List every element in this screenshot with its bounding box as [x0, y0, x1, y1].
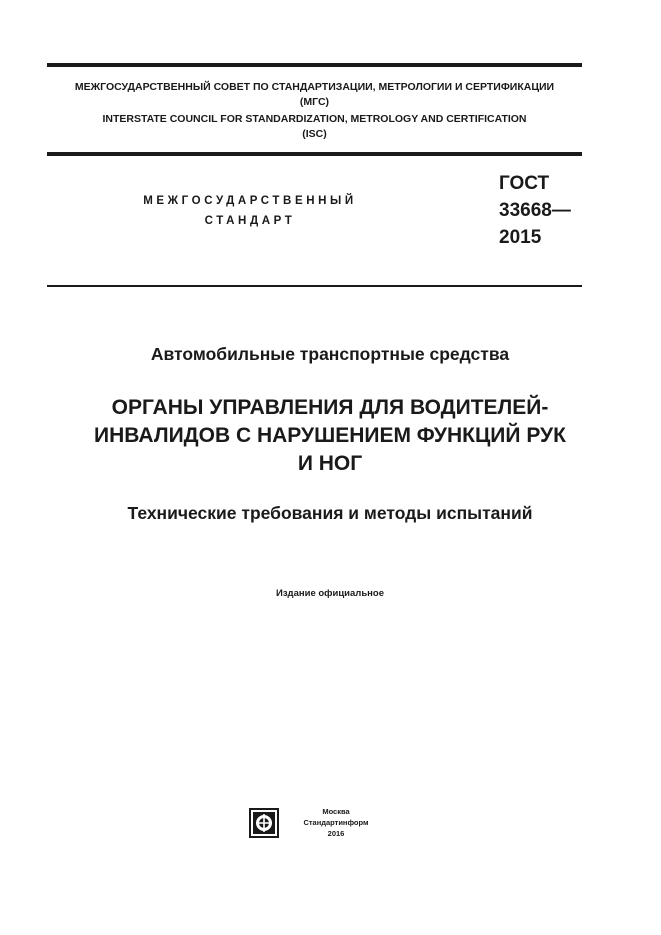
publisher-name: Стандартинформ — [303, 818, 369, 827]
document-subtitle: Автомобильные транспортные средства — [150, 344, 510, 364]
bottom-rule — [47, 285, 582, 287]
standard-label-line1: МЕЖГОСУДАРСТВЕННЫЙ — [143, 195, 357, 207]
council-ru-line2: (МГС) — [299, 96, 330, 108]
standard-label-line2: СТАНДАРТ — [204, 215, 296, 227]
council-name-en — [47, 112, 582, 142]
publisher-year: 2016 — [327, 829, 345, 838]
gost-line1: ГОСТ — [499, 173, 550, 194]
standard-label — [100, 191, 400, 231]
gost-line2: 33668— — [499, 200, 571, 221]
title-line1: ОРГАНЫ УПРАВЛЕНИЯ ДЛЯ ВОДИТЕЛЕЙ- — [111, 396, 549, 419]
council-en-line2: (ISC) — [302, 128, 327, 140]
publisher-block — [286, 806, 386, 839]
title-line3: И НОГ — [297, 452, 363, 475]
middle-rule — [47, 152, 582, 156]
document-subtitle-2: Технические требования и методы испытаний — [127, 503, 533, 523]
council-ru-line1: МЕЖГОСУДАРСТВЕННЫЙ СОВЕТ ПО СТАНДАРТИЗАЦИИ, МЕТРОЛОГИИ И СЕРТИФИКАЦИИ — [74, 81, 555, 93]
council-name-ru — [47, 80, 582, 110]
edition-label: Издание официальное — [276, 588, 384, 599]
gost-designation — [499, 170, 571, 251]
top-rule — [47, 63, 582, 67]
standartinform-logo-icon — [249, 808, 279, 838]
document-title — [40, 394, 620, 478]
title-line2: ИНВАЛИДОВ С НАРУШЕНИЕМ ФУНКЦИЙ РУК — [94, 424, 566, 447]
council-en-line1: INTERSTATE COUNCIL FOR STANDARDIZATION, METROLOGY AND CERTIFICATION — [102, 113, 527, 125]
gost-line3: 2015 — [499, 227, 542, 248]
publisher-city: Москва — [322, 807, 350, 816]
